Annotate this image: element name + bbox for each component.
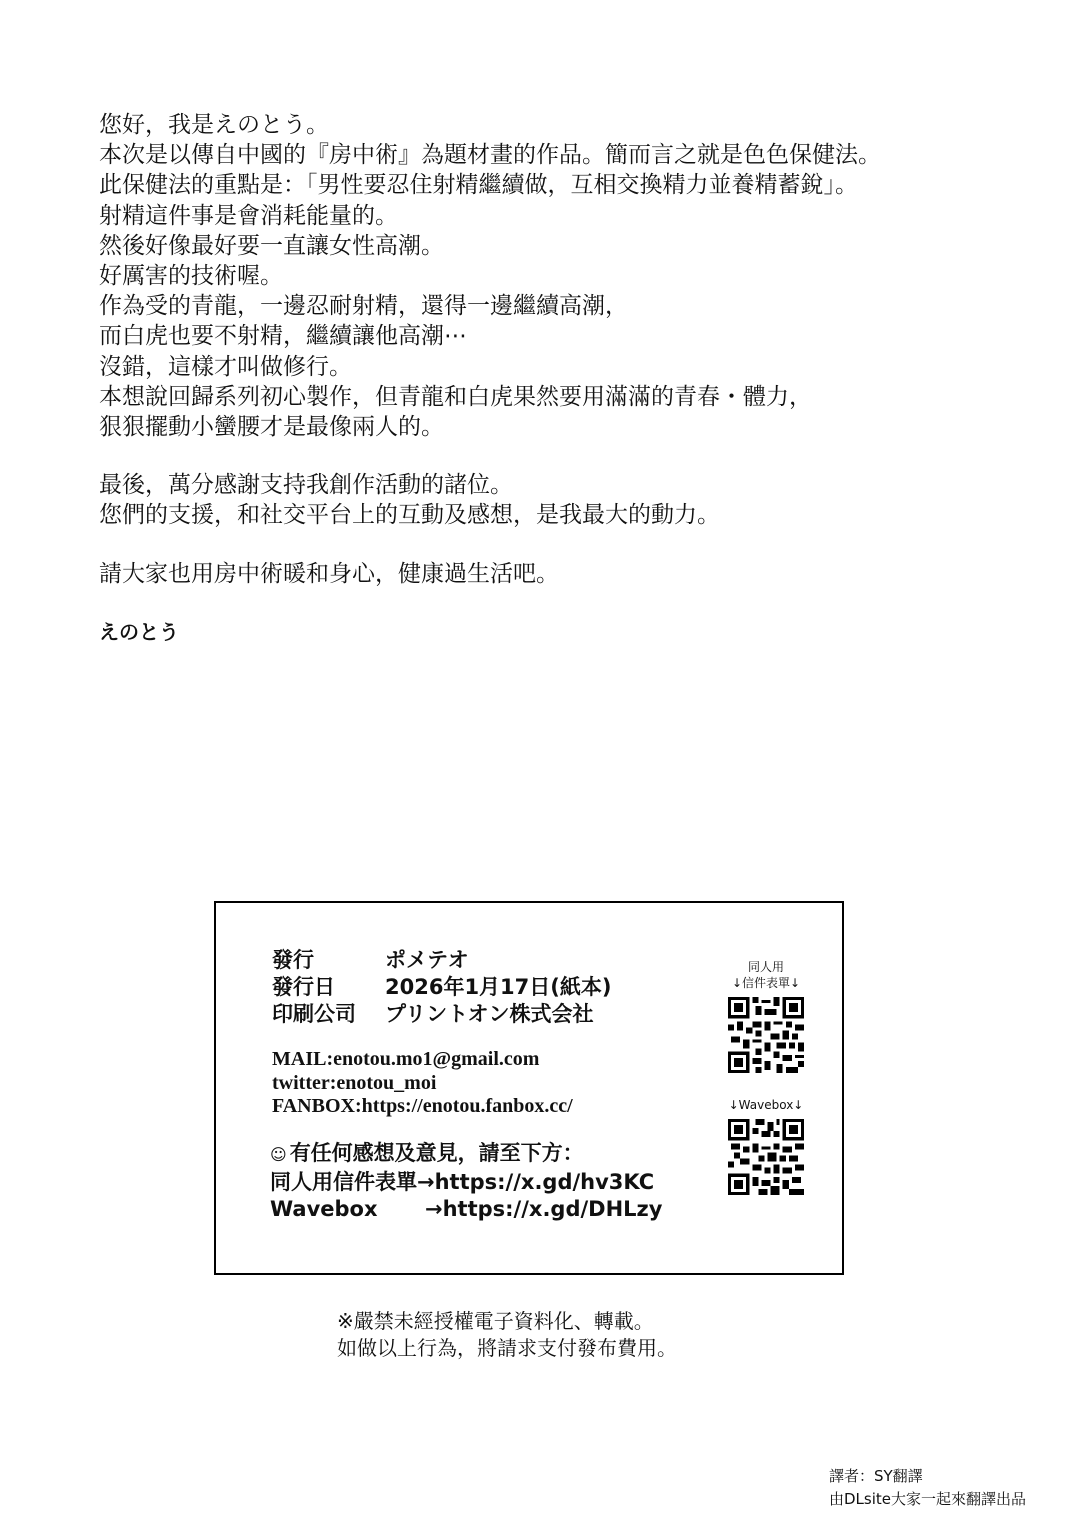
afterword-line: 此保健法的重點是：「男性要忍住射精繼續做，互相交換精力並養精蓄銳」。 (99, 172, 858, 199)
smile-icon: ☺ (270, 1145, 287, 1164)
form-row (270, 1169, 662, 1197)
qr2-caption: ↓Wavebox↓ (728, 1098, 804, 1112)
twitter-handle[interactable]: twitter:enotou_moi (272, 1071, 437, 1094)
printer-label: 印刷公司 (272, 1002, 356, 1026)
afterword-line: 您好，我是えのとう。 (99, 112, 329, 138)
credit-line: 譯者：SY翻譯 (829, 1467, 923, 1485)
fanbox-link[interactable]: FANBOX:https://enotou.fanbox.cc/ (272, 1095, 573, 1117)
afterword-line: 本次是以傳自中國的『房中術』為題材畫的作品。簡而言之就是色色保健法。 (99, 142, 881, 169)
publisher-label: 發行 (272, 948, 314, 972)
publisher-value: ポメテオ (385, 948, 469, 972)
wavebox-row (270, 1196, 662, 1224)
thanks-line: 最後，萬分感謝支持我創作活動的諸位。 (99, 472, 513, 499)
translator-credit (829, 1465, 1026, 1511)
feedback-heading-row (270, 1140, 662, 1169)
date-value: 2026年1月17日(紙本) (385, 975, 612, 999)
wavebox-label: Wavebox (270, 1197, 378, 1221)
feedback-heading: 有任何感想及意見，請至下方： (289, 1141, 584, 1165)
date-row (272, 974, 611, 1000)
afterword-line: 然後好像最好要一直讓女性高潮。 (99, 232, 444, 259)
afterword-line: 沒錯，這樣才叫做修行。 (99, 353, 352, 380)
afterword-line: 射精這件事是會消耗能量的。 (99, 202, 398, 229)
afterword-thanks (99, 470, 999, 530)
feedback-section (270, 1140, 662, 1224)
printer-row (272, 1001, 594, 1027)
copyright-notice (337, 1308, 677, 1362)
contacts (272, 1048, 573, 1119)
afterword-body (99, 110, 999, 442)
author-signature: えのとう (99, 619, 179, 644)
afterword-line: 本想說回歸系列初心製作，但青龍和白虎果然要用滿滿的青春・體力， (99, 383, 812, 410)
afterword-line: 好厲害的技術喔。 (99, 263, 283, 290)
afterword-line: 而白虎也要不射精，繼續讓他高潮⋯ (99, 323, 467, 350)
afterword (99, 110, 999, 647)
afterword-line: 作為受的青龍，一邊忍耐射精，還得一邊繼續高潮， (99, 293, 628, 320)
notice-line: 如做以上行為，將請求支付發布費用。 (337, 1336, 677, 1360)
qr1-caption-1: 同人用 (747, 960, 784, 974)
publisher-row (272, 947, 469, 973)
date-label: 發行日 (272, 975, 335, 999)
wavebox-qr-block (716, 1097, 816, 1195)
afterword-line: 狠狠擺動小蠻腰才是最像兩人的。 (99, 414, 444, 441)
wavebox-link[interactable]: →https://x.gd/DHLzy (425, 1197, 663, 1221)
form-label: 同人用信件表單 (270, 1169, 417, 1194)
thanks-line: 您們的支援，和社交平台上的互動及感想，是我最大的動力。 (99, 502, 720, 529)
qr-code-icon[interactable] (728, 1119, 804, 1195)
mail-address[interactable]: MAIL:enotou.mo1@gmail.com (272, 1048, 540, 1070)
notice-line: ※嚴禁未經授權電子資料化、轉載。 (337, 1309, 654, 1333)
colophon-box (214, 901, 844, 1275)
printer-value: プリントオン株式会社 (385, 1002, 594, 1026)
credit-line: 由DLsite大家一起來翻譯出品 (829, 1490, 1027, 1508)
form-link[interactable]: →https://x.gd/hv3KC (417, 1169, 655, 1194)
form-qr-block (716, 959, 816, 1073)
qr-code-icon[interactable] (728, 997, 804, 1073)
afterword-closing: 請大家也用房中術暖和身心，健康過生活吧。 (99, 560, 559, 587)
qr1-caption-2: ↓信件表單↓ (731, 976, 801, 990)
